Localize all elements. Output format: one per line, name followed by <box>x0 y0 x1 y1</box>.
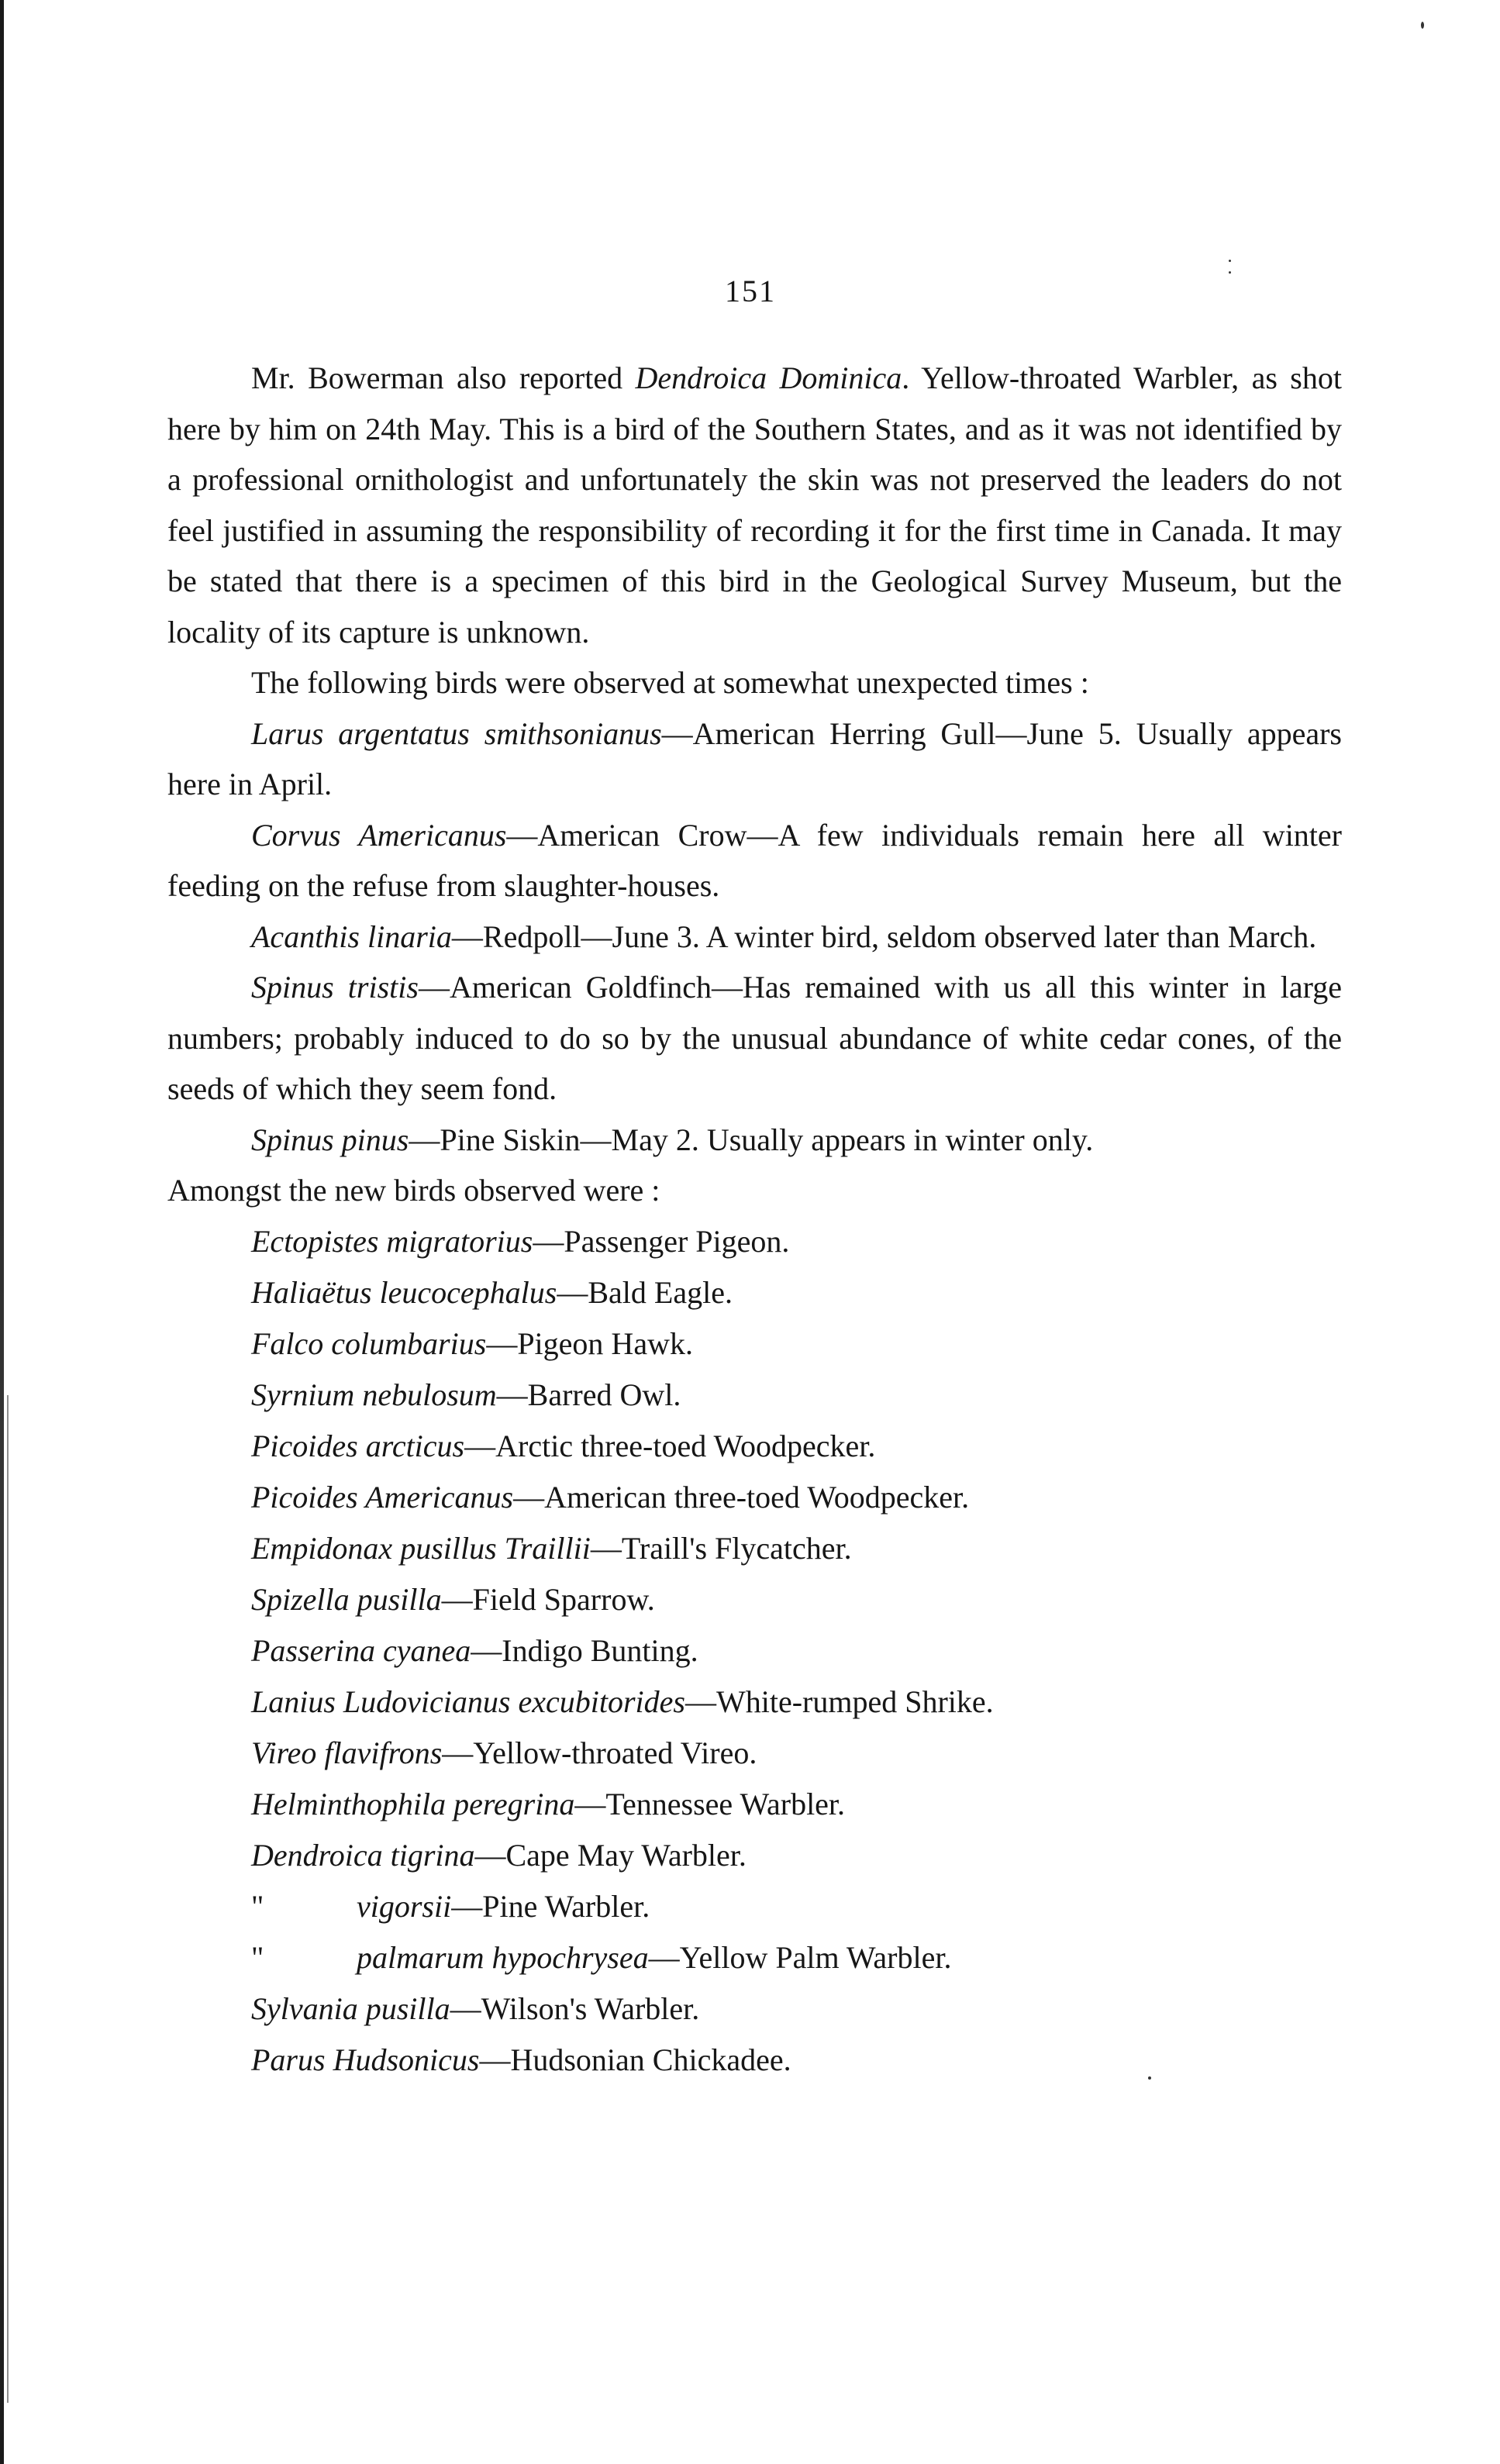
paragraph-text: . Yellow-throated Warbler, as shot here by him on 24th May. This is a bird of the Southern States, and as it was not identified by a professional ornithologist and unfortunately the skin was not preserved the leaders do not feel justified in assuming the responsibility of recording it for the first time in Canada. It may be stated that there is a specimen of this bird in the Geological Survey Museum, but the locality of its capture is unknown. <box>167 360 1342 650</box>
list-item <box>167 2035 1342 2086</box>
scan-speck <box>1229 260 1231 262</box>
list-item <box>167 1370 1342 1421</box>
list-item <box>167 1932 1342 1983</box>
list-item <box>167 1881 1342 1932</box>
species-name: Sylvania pusilla <box>251 1990 450 2026</box>
species-name: Lanius Ludovicianus excubitorides <box>251 1683 685 1719</box>
list-item <box>167 1779 1342 1830</box>
unexpected-birds-list <box>167 708 1342 1166</box>
common-name: —Bald Eagle. <box>557 1274 733 1310</box>
scan-edge-secondary <box>7 1395 9 2403</box>
common-name: —Tennessee Warbler. <box>574 1786 846 1821</box>
species-name: Parus Hudsonicus <box>251 2042 480 2077</box>
common-name: —Arctic three-toed Woodpecker. <box>464 1428 876 1463</box>
species-description: —Redpoll—June 3. A winter bird, seldom observed later than March. <box>451 918 1317 954</box>
list-item <box>167 1267 1342 1318</box>
species-name: Dendroica tigrina <box>251 1837 475 1873</box>
common-name: —Pigeon Hawk. <box>486 1325 693 1361</box>
scan-speck <box>1229 271 1231 274</box>
species-description: —American Herring Gull—June 5. Usually appears here in April. <box>167 715 1342 801</box>
common-name: —Wilson's Warbler. <box>450 1990 700 2026</box>
list-item <box>167 1318 1342 1370</box>
species-name: Picoides Americanus <box>251 1479 514 1515</box>
species-description: —American Goldfinch—Has remained with us all this winter in large numbers; probably induced to do so by the unusual abundance of white cedar cones, of the seeds of which they seem fond. <box>167 970 1342 1106</box>
scan-speck <box>1421 22 1424 29</box>
species-name: Syrnium nebulosum <box>251 1377 497 1412</box>
species-name: Empidonax pusillus Traillii <box>251 1530 591 1566</box>
new-birds-intro: Amongst the new birds observed were : <box>167 1173 660 1208</box>
common-name: —Yellow-throated Vireo. <box>442 1735 757 1770</box>
species-name: Spizella pusilla <box>251 1581 442 1617</box>
list-item <box>167 1523 1342 1574</box>
common-name: —Hudsonian Chickadee. <box>479 2042 791 2077</box>
scan-edge <box>0 0 4 2464</box>
species-name: Vireo flavifrons <box>251 1735 443 1770</box>
list-item <box>167 1677 1342 1728</box>
list-item <box>167 1472 1342 1523</box>
species-name: vigorsii <box>357 1888 452 1924</box>
species-name: Acanthis linaria <box>251 918 452 954</box>
paragraph-unexpected-intro: The following birds were observed at somewhat unexpected times : <box>251 665 1089 700</box>
list-item <box>167 1830 1342 1881</box>
species-name: Haliaëtus leucocephalus <box>251 1274 557 1310</box>
common-name: —American three-toed Woodpecker. <box>513 1479 970 1515</box>
species-name: Picoides arcticus <box>251 1428 465 1463</box>
species-name: palmarum hypochrysea <box>357 1939 649 1975</box>
list-item <box>167 1421 1342 1472</box>
page-body <box>167 353 1342 2086</box>
common-name: —Barred Owl. <box>496 1377 681 1412</box>
page-number: 151 <box>725 274 776 308</box>
bird-entry <box>167 962 1342 1115</box>
list-item <box>167 1574 1342 1625</box>
paragraph-dendroica-dominica <box>167 353 1342 657</box>
common-name: —Cape May Warbler. <box>474 1837 747 1873</box>
list-item <box>167 1625 1342 1677</box>
species-description: —Pine Siskin—May 2. Usually appears in winter only. <box>409 1122 1094 1157</box>
species-name: Spinus tristis <box>251 970 419 1005</box>
list-item <box>167 1728 1342 1779</box>
list-item <box>167 1216 1342 1267</box>
species-name: Ectopistes migratorius <box>251 1223 533 1259</box>
ditto-mark: " <box>251 1939 264 1975</box>
common-name: —Passenger Pigeon. <box>533 1223 790 1259</box>
common-name: —White-rumped Shrike. <box>684 1683 994 1719</box>
bird-entry <box>167 1115 1342 1166</box>
bird-entry <box>167 810 1342 912</box>
list-item <box>167 1983 1342 2035</box>
species-name: Falco columbarius <box>251 1325 487 1361</box>
bird-entry <box>167 912 1342 963</box>
common-name: —Field Sparrow. <box>441 1581 655 1617</box>
species-name: Helminthophila peregrina <box>251 1786 575 1821</box>
species-name: Larus argentatus smithsonianus <box>251 715 662 751</box>
bird-entry <box>167 708 1342 810</box>
species-name: Corvus Americanus <box>251 817 507 853</box>
species-name: Spinus pinus <box>251 1122 409 1157</box>
paragraph-text: Mr. Bowerman also reported <box>251 360 636 395</box>
common-name: —Pine Warbler. <box>451 1888 650 1924</box>
common-name: —Traill's Flycatcher. <box>590 1530 852 1566</box>
ditto-mark: " <box>251 1888 264 1924</box>
new-birds-list <box>167 1216 1342 2086</box>
species-description: —American Crow—A few individuals remain here all winter feeding on the refuse from slaughter-houses. <box>167 817 1342 903</box>
species-name: Dendroica Dominica <box>635 360 902 395</box>
common-name: —Yellow Palm Warbler. <box>648 1939 952 1975</box>
common-name: —Indigo Bunting. <box>471 1632 698 1668</box>
species-name: Passerina cyanea <box>251 1632 471 1668</box>
